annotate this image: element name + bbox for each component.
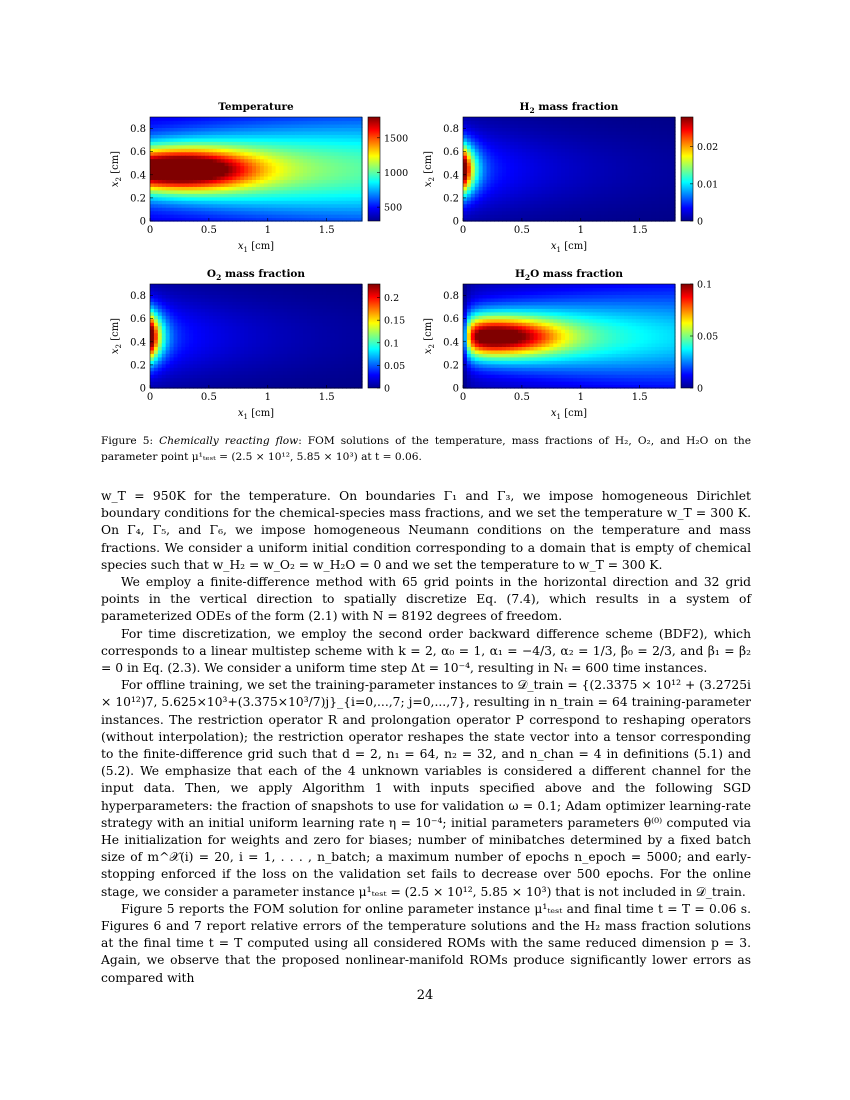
y-tick-label: 0.4 xyxy=(130,170,146,182)
y-tick-label: 0.8 xyxy=(130,291,146,303)
y-axis-label: $x_2$ [cm] xyxy=(110,150,123,188)
paragraph: Figure 5 reports the FOM solution for online parameter instance μ¹ₜₑₛₜ and final time t = T = 0.06 s. Figures 6 and 7 report relative errors of the temperature solutions and the H₂ mass fraction solutions at the final time t = T computed using all considered ROMs with the same reduced dimension p = 3. Again, we observe that the proposed nonlinear-manifold ROMs produce significantly lower errors as compared with xyxy=(101,901,751,985)
heatmap xyxy=(150,117,363,222)
colorbar-tick-label: 0.01 xyxy=(697,179,719,191)
panel-2 xyxy=(423,101,718,254)
colorbar xyxy=(368,117,380,221)
panel-title: $H_2$ mass fraction xyxy=(519,101,619,115)
colorbar-tick-label: 0 xyxy=(384,383,391,395)
y-tick-label: 0.6 xyxy=(130,314,146,326)
y-tick-label: 0.2 xyxy=(443,360,459,372)
panel-3 xyxy=(110,268,405,421)
x-tick-label: 0 xyxy=(146,225,154,236)
page-number: 24 xyxy=(416,988,434,1003)
caption-label: Figure 5: xyxy=(101,435,160,447)
x-axis-label: $x_1$ [cm] xyxy=(550,241,588,254)
y-tick-label: 0.4 xyxy=(443,337,459,349)
paragraph: w_T = 950K for the temperature. On boundaries Γ₁ and Γ₃, we impose homogeneous Dirichlet boundary conditions for the chemical-species mass fractions, and we set the temperature w_T = 300 K. On Γ₄, Γ₅, and Γ₆, we impose homogeneous Neumann conditions on the temperature and mass fractions. We consider a uniform initial condition corresponding to a domain that is empty of chemical species such that w_H₂ = w_O₂ = w_H₂O = 0 and we set the temperature to w_T = 300 K. xyxy=(101,489,751,572)
caption-text: : FOM solutions of the temperature, mass fractions of H₂, O₂, and H₂O on the parameter point μ¹ₜₑₛₜ = (2.5 × 10¹², 5.85 × 10³) at t = 0.06. xyxy=(101,435,751,463)
x-tick-label: 1 xyxy=(577,392,584,403)
x-tick-label: 1 xyxy=(264,392,271,403)
y-tick-label: 0.2 xyxy=(130,360,146,372)
caption-italic: Chemically reacting flow xyxy=(159,435,299,447)
y-tick-label: 0.2 xyxy=(443,193,459,205)
colorbar-tick-label: 0.05 xyxy=(384,360,406,372)
x-tick-label: 1.5 xyxy=(318,225,335,236)
colorbar-tick-label: 0 xyxy=(697,383,704,395)
panel-1 xyxy=(110,101,408,254)
figure-caption xyxy=(101,433,751,465)
y-axis-label: $x_2$ [cm] xyxy=(423,150,436,188)
y-tick-label: 0.8 xyxy=(443,291,459,303)
colorbar-tick-label: 1500 xyxy=(384,133,409,145)
panel-title: $O_2$ mass fraction xyxy=(206,268,306,282)
y-tick-label: 0.6 xyxy=(443,147,459,159)
x-tick-label: 1.5 xyxy=(318,392,335,403)
y-tick-label: 0 xyxy=(139,216,146,228)
figure-5-svg xyxy=(100,95,750,425)
heatmap xyxy=(463,284,676,389)
heatmap xyxy=(463,117,676,222)
colorbar-tick-label: 0 xyxy=(697,216,704,228)
colorbar-tick-label: 1000 xyxy=(384,167,409,179)
body-text xyxy=(101,488,751,987)
x-axis-label: $x_1$ [cm] xyxy=(237,241,275,254)
panel-title: Temperature xyxy=(218,101,294,113)
x-tick-label: 0.5 xyxy=(513,225,530,236)
colorbar-tick-label: 500 xyxy=(384,202,403,214)
colorbar-tick-label: 0.1 xyxy=(384,338,400,350)
colorbar-tick-label: 0.05 xyxy=(697,331,719,343)
y-axis-label: $x_2$ [cm] xyxy=(423,317,436,355)
x-tick-label: 1 xyxy=(577,225,584,236)
panel-4 xyxy=(423,268,718,421)
x-axis-label: $x_1$ [cm] xyxy=(237,408,275,421)
y-tick-label: 0.2 xyxy=(130,193,146,205)
y-tick-label: 0.6 xyxy=(443,314,459,326)
colorbar-tick-label: 0.1 xyxy=(697,279,713,291)
y-tick-label: 0 xyxy=(139,383,146,395)
x-tick-label: 0 xyxy=(146,392,154,403)
x-tick-label: 1 xyxy=(264,225,271,236)
x-tick-label: 1.5 xyxy=(631,392,648,403)
x-tick-label: 0 xyxy=(459,225,467,236)
x-tick-label: 0.5 xyxy=(200,392,217,403)
y-tick-label: 0.8 xyxy=(130,124,146,136)
colorbar xyxy=(681,117,693,221)
y-tick-label: 0.4 xyxy=(130,337,146,349)
y-tick-label: 0.6 xyxy=(130,147,146,159)
figure-5 xyxy=(100,95,750,425)
paragraph: We employ a finite-difference method with 65 grid points in the horizontal direction and 32 grid points in the vertical direction to spatially discretize Eq. (7.4), which results in a system of parameterized ODEs of the form (2.1) with N = 8192 degrees of freedom. xyxy=(101,575,751,624)
x-tick-label: 1.5 xyxy=(631,225,648,236)
y-tick-label: 0 xyxy=(452,216,459,228)
colorbar xyxy=(368,284,380,388)
panel-title: $H_2O$ mass fraction xyxy=(514,268,624,282)
x-tick-label: 0.5 xyxy=(513,392,530,403)
colorbar-tick-label: 0.2 xyxy=(384,293,400,305)
x-axis-label: $x_1$ [cm] xyxy=(550,408,588,421)
heatmap xyxy=(150,284,363,389)
colorbar-tick-label: 0.02 xyxy=(697,142,719,154)
colorbar-tick-label: 0.15 xyxy=(384,315,406,327)
y-tick-label: 0 xyxy=(452,383,459,395)
y-tick-label: 0.8 xyxy=(443,124,459,136)
y-tick-label: 0.4 xyxy=(443,170,459,182)
x-tick-label: 0 xyxy=(459,392,467,403)
paragraph: For time discretization, we employ the second order backward difference scheme (BDF2), which corresponds to a linear multistep scheme with k = 2, α₀ = 1, α₁ = −4/3, α₂ = 1/3, β₀ = 2/3, and β₁ = β₂ = 0 in Eq. (2.3). We consider a uniform time step Δt = 10⁻⁴, resulting in Nₜ = 600 time instances. xyxy=(101,626,751,676)
y-axis-label: $x_2$ [cm] xyxy=(110,317,123,355)
paragraph: For offline training, we set the training-parameter instances to 𝒟_train = {(2.3375 × 10¹² + (3.2725i × 10¹²)7, 5.625×10³+(3.375×10³/7)j}_{i=0,...,7; j=0,...,7}, resulting in n_train = 64 training-parameter instances. The restriction operator R and prolongation operator P correspond to reshaping operators (without interpolation); the restriction operator reshapes the state vector into a tensor corresponding to the finite-difference grid such that d = 2, n₁ = 64, n₂ = 32, and n_chan = 4 in definitions (5.1) and (5.2). We emphasize that each of the 4 unknown variables is considered a different channel for the input data. Then, we apply Algorithm 1 with inputs specified above and the following SGD hyperparameters: the fraction of snapshots to use for validation ω = 0.1; Adam optimizer learning-rate strategy with an initial uniform learning rate η = 10⁻⁴; initial parameters parameters θ⁽⁰⁾ computed via He initialization for weights and zero for biases; number of minibatches determined by a fixed batch size of m^𝒳(i) = 20, i = 1, . . . , n_batch; a maximum number of epochs n_epoch = 5000; and early-stopping enforced if the loss on the validation set fails to decrease over 500 epochs. For the online stage, we consider a parameter instance μ¹ₜₑₛₜ = (2.5 × 10¹², 5.85 × 10³) that is not included in 𝒟_train. xyxy=(101,678,751,899)
x-tick-label: 0.5 xyxy=(200,225,217,236)
